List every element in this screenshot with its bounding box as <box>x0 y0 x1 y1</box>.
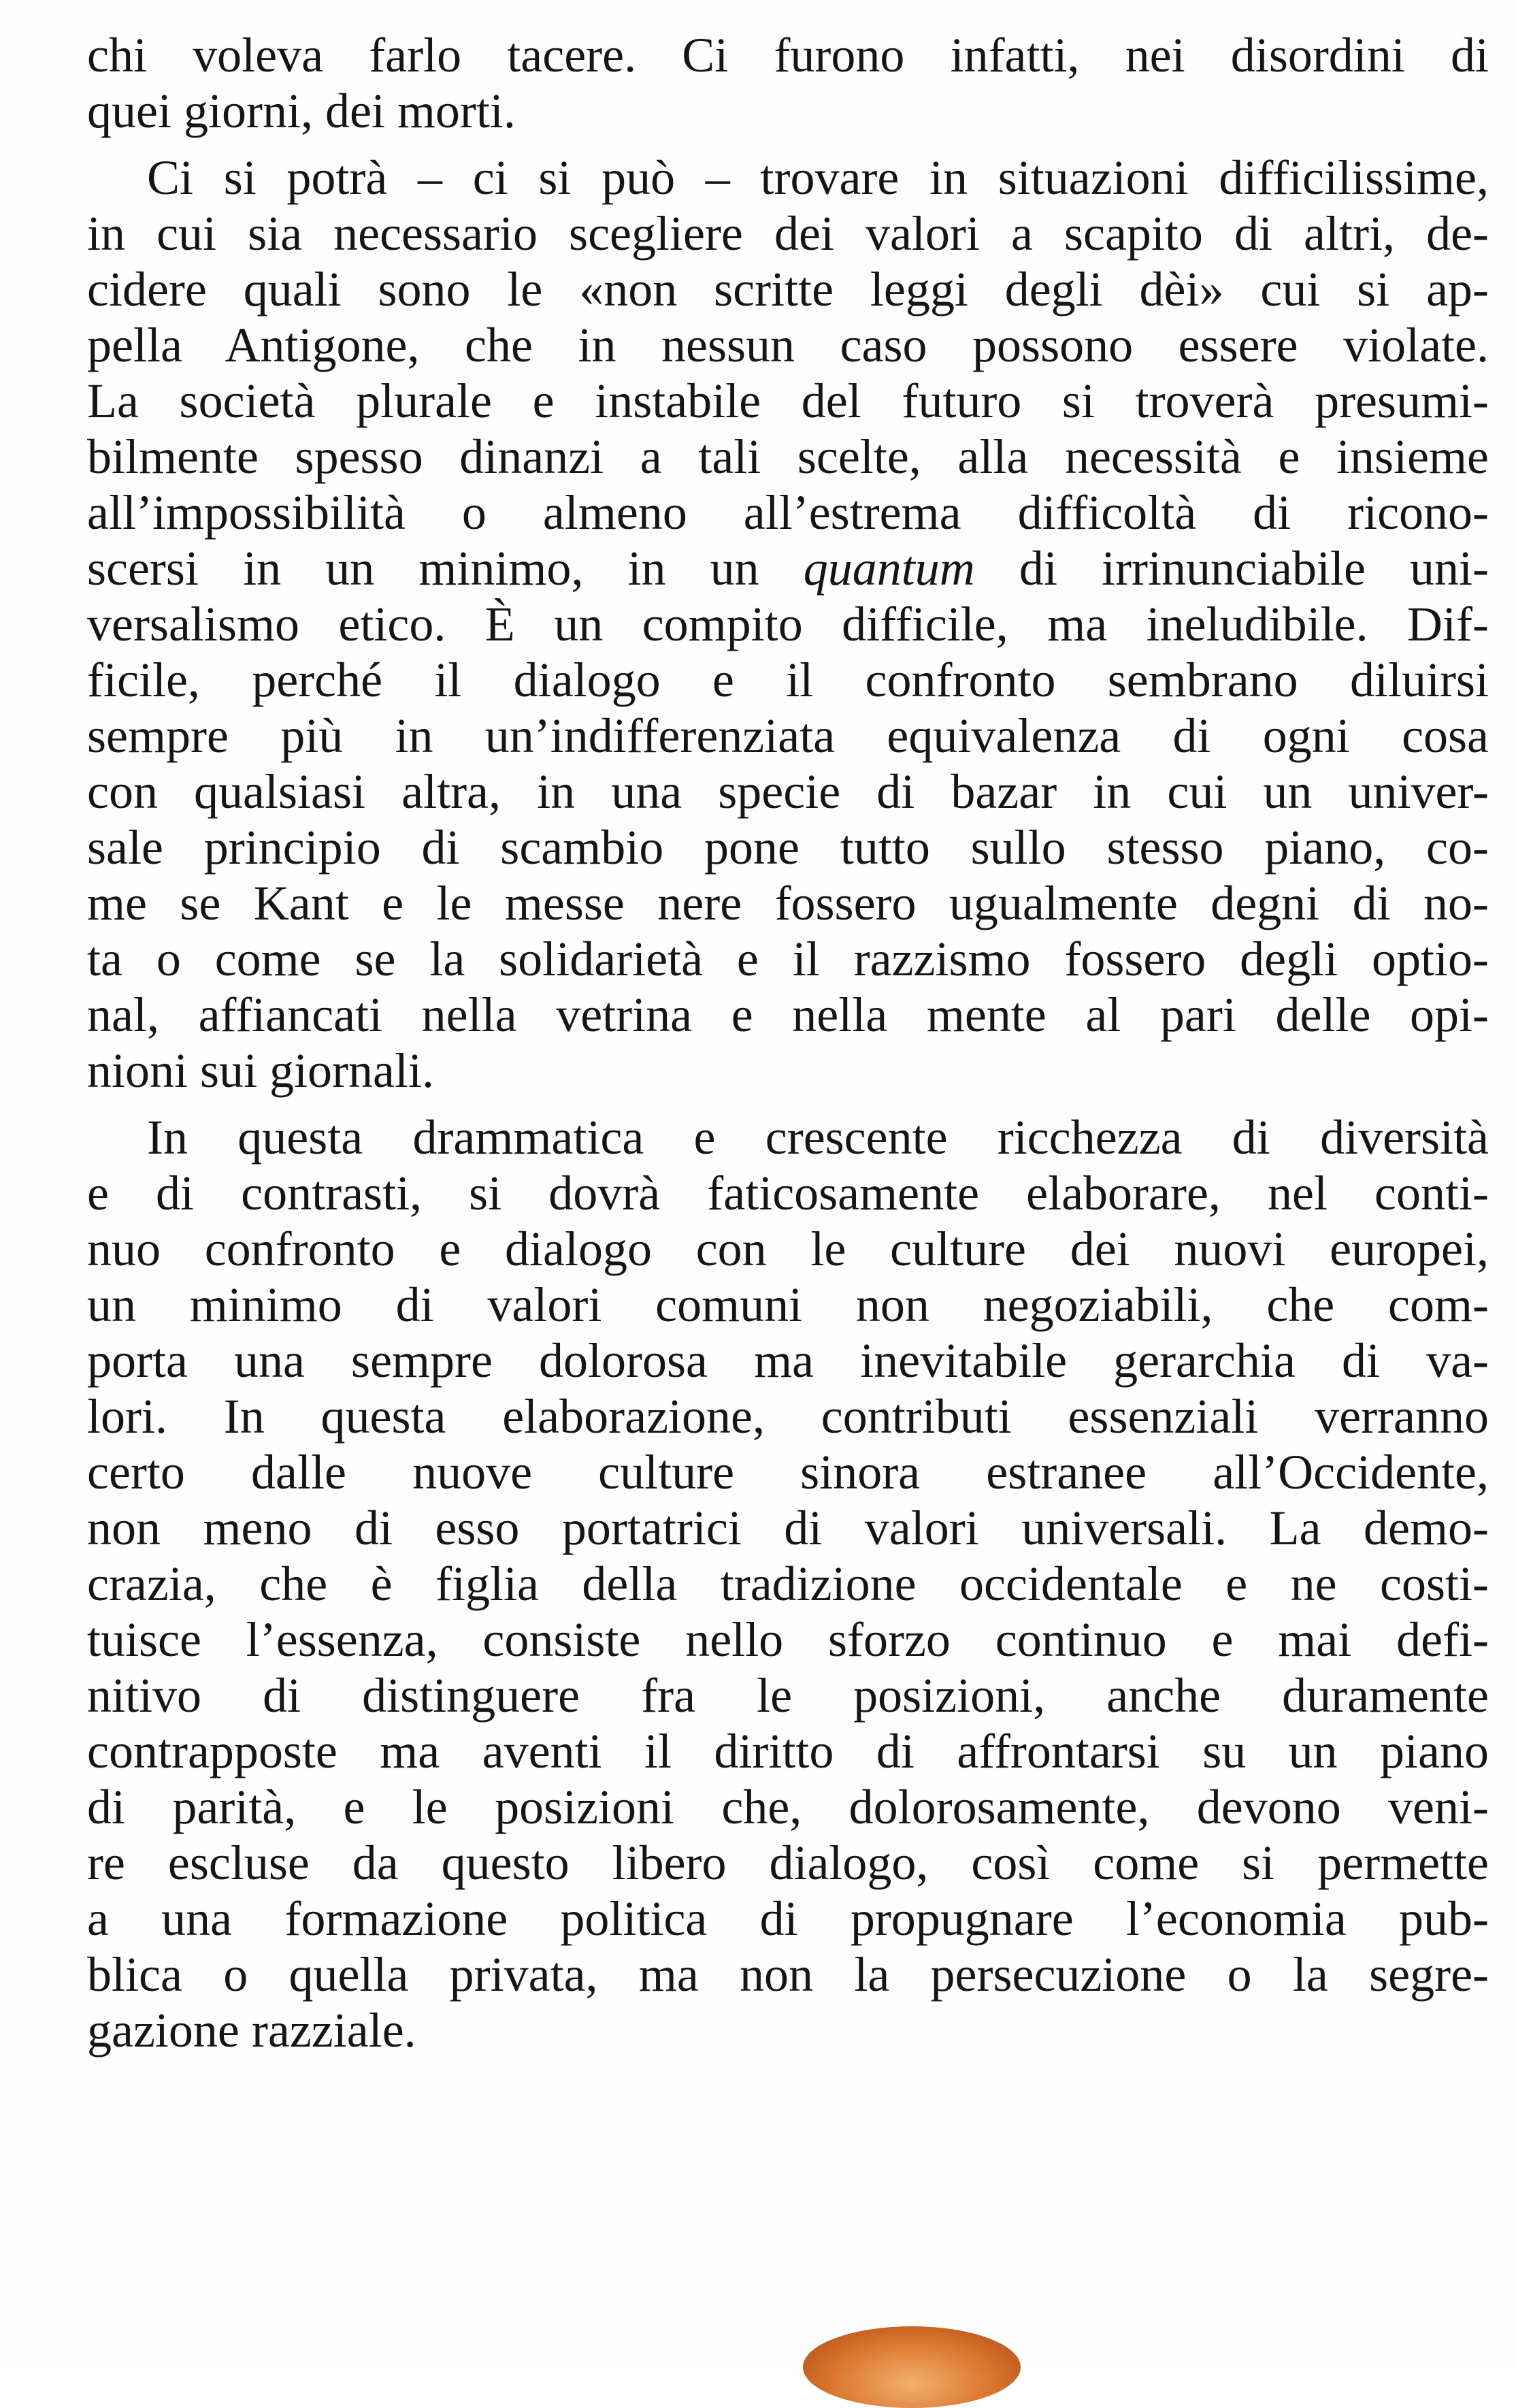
text-line: porta una sempre dolorosa ma inevitabile gerarchia di va- <box>87 1333 1489 1388</box>
text-segment: scersi in un minimo, in un <box>87 541 759 596</box>
text-line: me se Kant e le messe nere fossero ugualmente degni di no- <box>87 876 1489 930</box>
text-line: quei giorni, dei morti. <box>87 84 516 138</box>
text-line: sempre più in un’indifferenziata equivalenza di ogni cosa <box>87 709 1489 763</box>
text-line: ta o come se la solidarietà e il razzismo fossero degli optio- <box>87 932 1489 986</box>
text-line: re escluse da questo libero dialogo, così come si permette <box>87 1836 1489 1890</box>
text-line: bilmente spesso dinanzi a tali scelte, alla necessità e insieme <box>87 429 1489 484</box>
text-line: crazia, che è figlia della tradizione occidentale e ne costi- <box>87 1557 1489 1611</box>
paragraph-gap <box>87 1099 1489 1109</box>
text-line: all’impossibilità o almeno all’estrema difficoltà di ricono- <box>87 485 1489 540</box>
text-line: gazione razziale. <box>87 2003 416 2057</box>
text-line: ficile, perché il dialogo e il confronto sembrano diluirsi <box>87 653 1489 707</box>
text-line: contrapposte ma aventi il diritto di affrontarsi su un piano <box>87 1724 1489 1778</box>
body-text <box>87 27 1489 2058</box>
text-line: e di contrasti, si dovrà faticosamente elaborare, nel conti- <box>87 1166 1489 1220</box>
italic-term: quantum <box>803 541 975 596</box>
text-line: in cui sia necessario scegliere dei valori a scapito di altri, de- <box>87 206 1489 261</box>
paragraph-gap <box>87 139 1489 150</box>
decorative-ornament <box>803 2326 1021 2408</box>
text-line: certo dalle nuove culture sinora estranee all’Occidente, <box>87 1445 1489 1499</box>
text-line: cidere quali sono le «non scritte leggi degli dèi» cui si ap- <box>87 262 1489 316</box>
text-line: nioni sui giornali. <box>87 1043 434 1098</box>
text-line: In questa drammatica e crescente ricchezza di diversità <box>147 1110 1489 1165</box>
text-line: di parità, e le posizioni che, dolorosamente, devono veni- <box>87 1780 1489 1834</box>
text-line: Ci si potrà – ci si può – trovare in situazioni difficilissime, <box>147 150 1489 205</box>
text-line: nuo confronto e dialogo con le culture dei nuovi europei, <box>87 1222 1489 1276</box>
text-line: un minimo di valori comuni non negoziabili, che com- <box>87 1278 1489 1332</box>
text-line: chi voleva farlo tacere. Ci furono infatti, nei disordini di <box>87 28 1489 82</box>
text-line: versalismo etico. È un compito difficile, ma ineludibile. Dif- <box>87 597 1489 651</box>
text-line: non meno di esso portatrici di valori universali. La demo- <box>87 1501 1489 1555</box>
text-line: nitivo di distinguere fra le posizioni, anche duramente <box>87 1668 1489 1723</box>
text-line: pella Antigone, che in nessun caso possono essere violate. <box>87 318 1489 372</box>
text-line <box>87 540 1489 596</box>
text-line: sale principio di scambio pone tutto sullo stesso piano, co- <box>87 820 1489 875</box>
text-line: nal, affiancati nella vetrina e nella mente al pari delle opi- <box>87 988 1489 1042</box>
text-line: a una formazione politica di propugnare l’economia pub- <box>87 1891 1489 1946</box>
text-line: blica o quella privata, ma non la persecuzione o la segre- <box>87 1947 1489 2002</box>
text-segment: di irrinunciabile uni- <box>1019 541 1489 596</box>
text-line: lori. In questa elaborazione, contributi essenziali verranno <box>87 1389 1489 1444</box>
text-line: con qualsiasi altra, in una specie di bazar in cui un univer- <box>87 764 1489 819</box>
text-line: tuisce l’essenza, consiste nello sforzo continuo e mai defi- <box>87 1612 1489 1667</box>
text-line: La società plurale e instabile del futuro si troverà presumi- <box>87 374 1489 428</box>
